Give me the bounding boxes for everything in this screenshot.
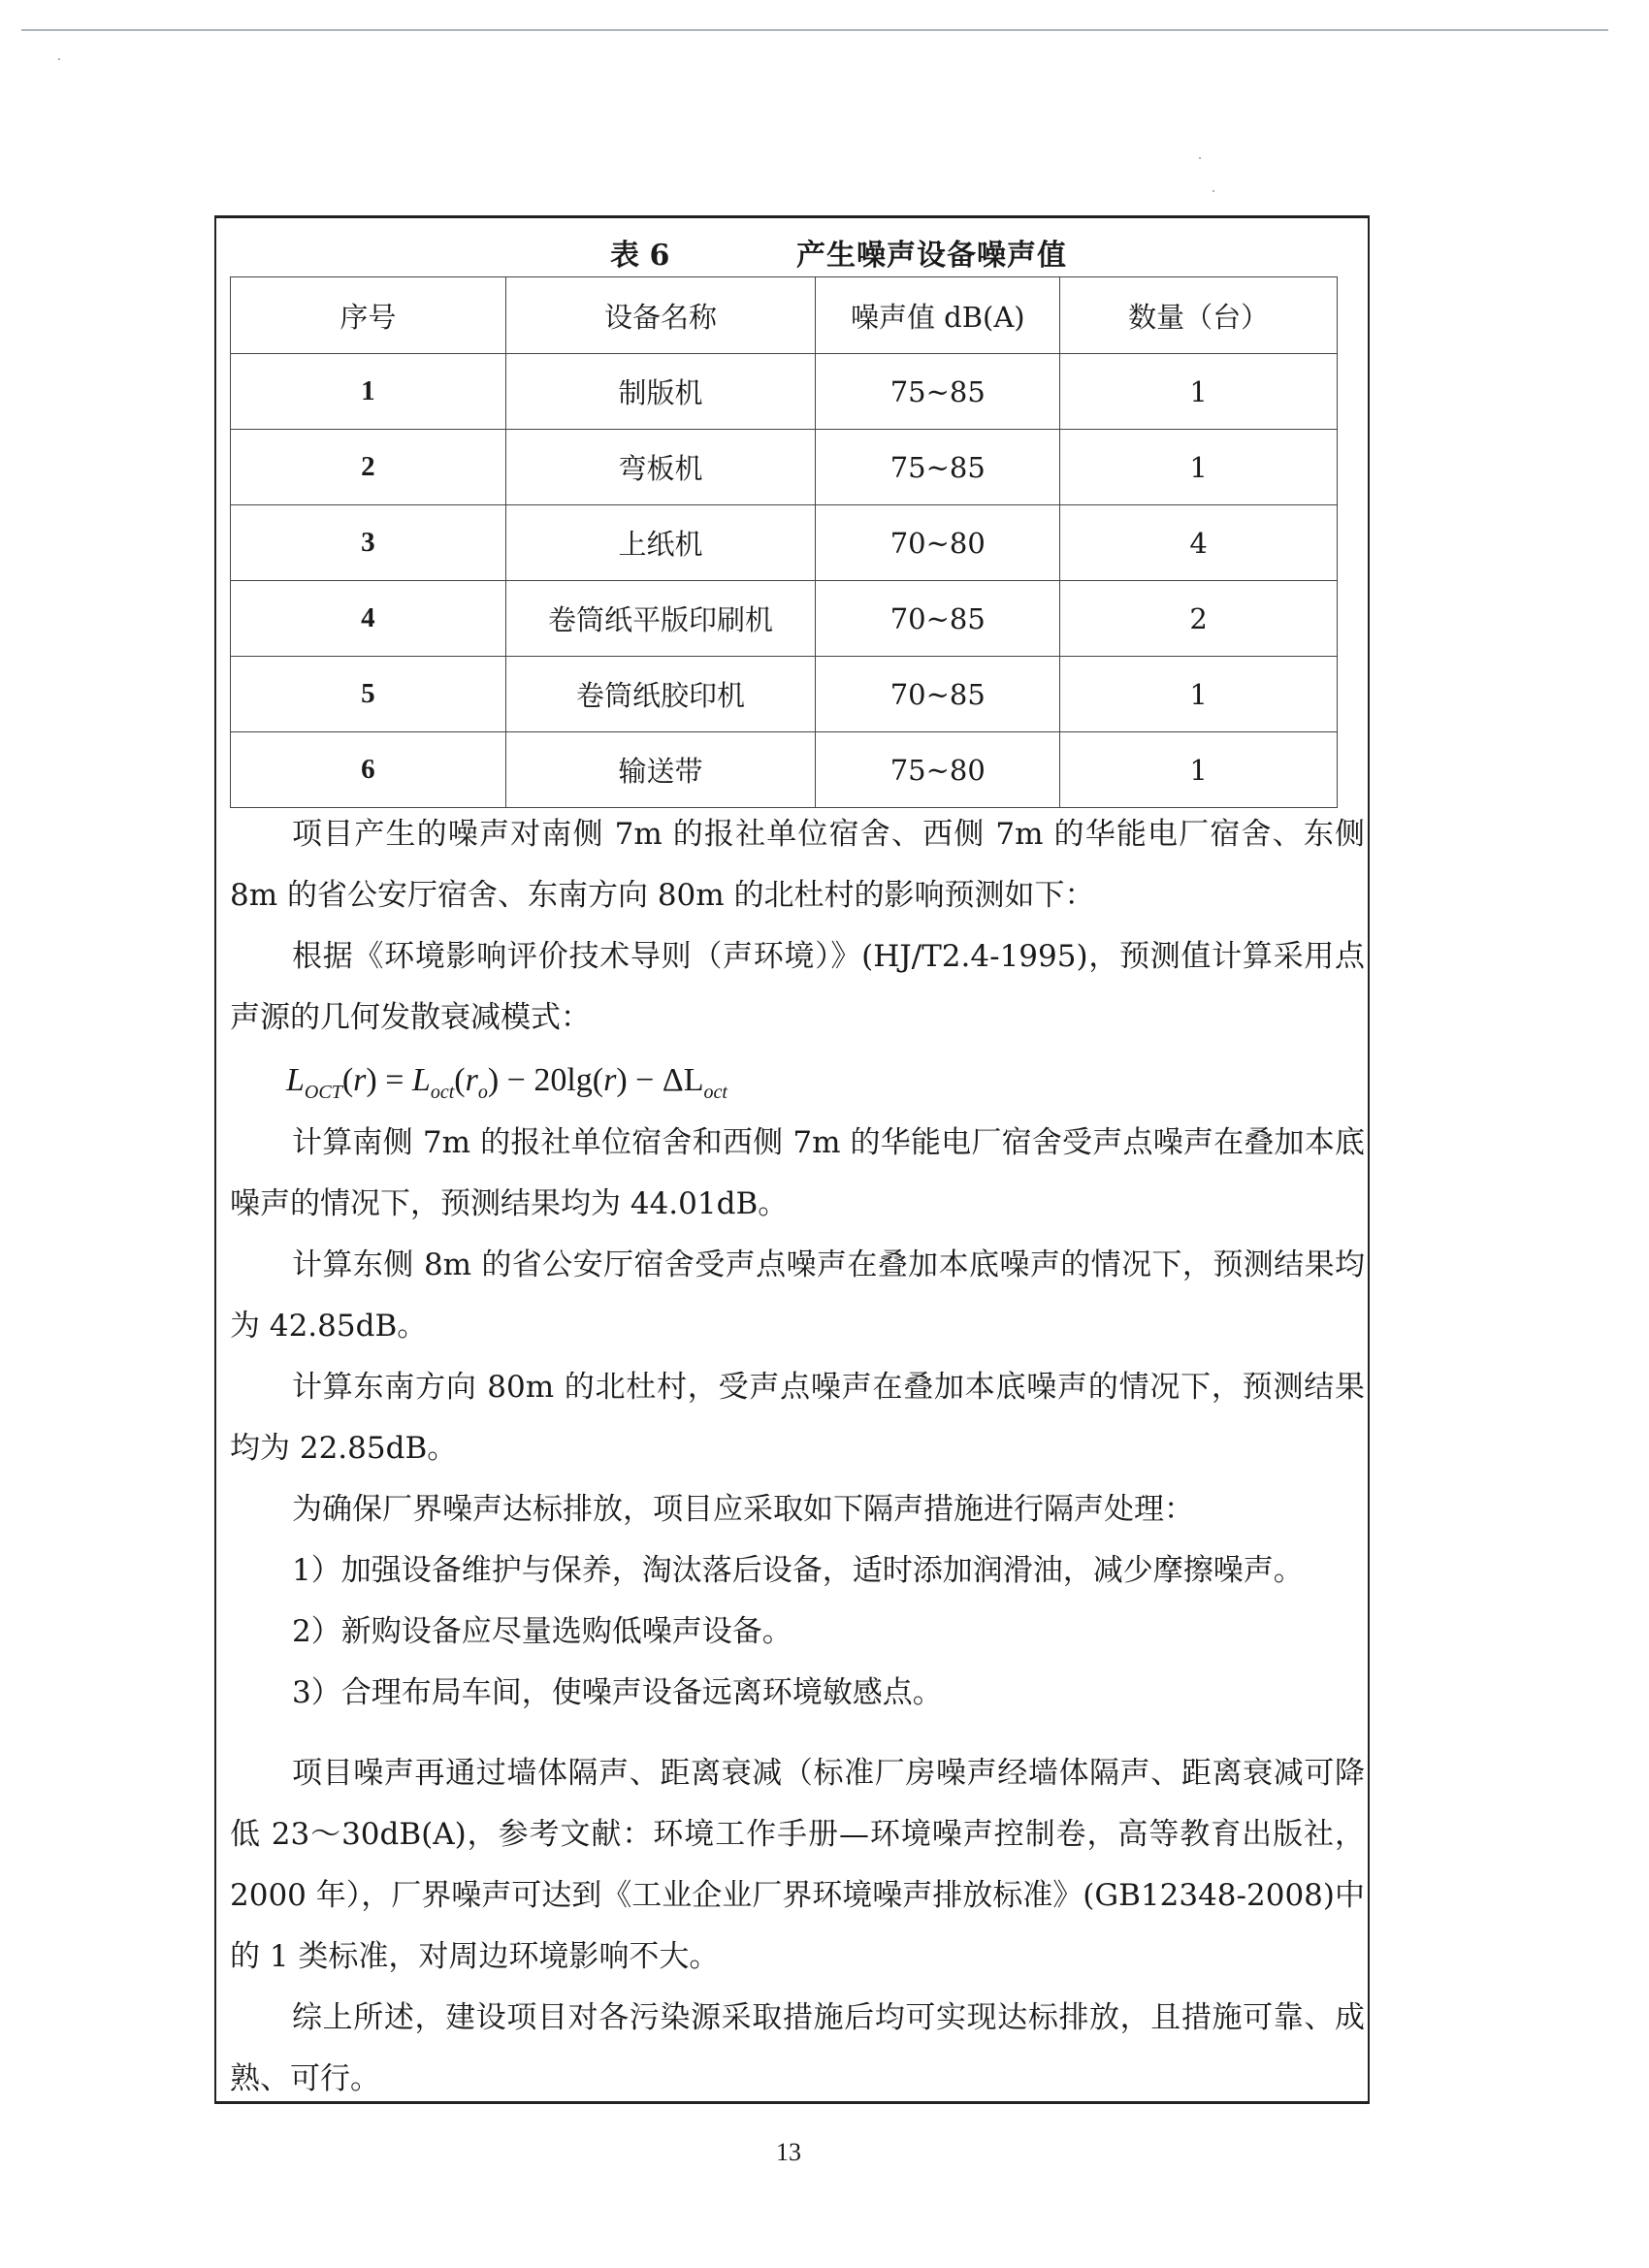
formula-subscript: OCT bbox=[304, 1081, 342, 1103]
cell-noise-value: 70~85 bbox=[816, 657, 1060, 732]
cell-quantity: 2 bbox=[1060, 581, 1338, 657]
attenuation-formula: $L_{OCT}(r) = L_{oct}(r_o) - 20\lg(r) - \Delta L_{oct}$ bbox=[286, 1062, 728, 1103]
table-row bbox=[231, 581, 1338, 657]
header-equipment-name: 设备名称 bbox=[505, 277, 816, 354]
formula-symbol: L bbox=[286, 1062, 305, 1098]
cell-serial: 2 bbox=[231, 430, 506, 505]
formula-symbol: r bbox=[465, 1062, 478, 1098]
cell-noise-value: 70~85 bbox=[816, 581, 1060, 657]
cell-serial: 6 bbox=[231, 732, 506, 808]
formula-subscript: oct bbox=[430, 1081, 455, 1103]
cell-equipment-name: 卷筒纸平版印刷机 bbox=[505, 581, 816, 657]
paragraph-result-southeast: 计算东南方向 80m 的北杜村，受声点噪声在叠加本底噪声的情况下，预测结果均为 22.85dB。 bbox=[230, 1370, 1365, 1466]
cell-equipment-name: 输送带 bbox=[505, 732, 816, 808]
paragraph-gap bbox=[230, 1724, 1365, 1743]
body-text-upper bbox=[230, 804, 1365, 2110]
formula-subscript: oct bbox=[703, 1081, 728, 1103]
scan-edge-line bbox=[21, 29, 1608, 31]
cell-noise-value: 75~85 bbox=[816, 430, 1060, 505]
paragraph-isolation: 项目噪声再通过墙体隔声、距离衰减（标准厂房噪声经墙体隔声、距离衰减可降低 23～30dB(A)，参考文献：环境工作手册—环境噪声控制卷，高等教育出版社，2000 年），厂界噪声可达到《工业企业厂界环境噪声排放标准》(GB12348-2008)中的 1 类标准，对周边环境影响不大。 bbox=[230, 1756, 1365, 1974]
cell-noise-value: 75~85 bbox=[816, 354, 1060, 430]
table-row bbox=[231, 354, 1338, 430]
noise-equipment-table bbox=[230, 276, 1338, 808]
cell-quantity: 1 bbox=[1060, 354, 1338, 430]
paragraph-result-east: 计算东侧 8m 的省公安厅宿舍受声点噪声在叠加本底噪声的情况下，预测结果均为 42.85dB。 bbox=[230, 1247, 1365, 1344]
cell-serial: 5 bbox=[231, 657, 506, 732]
header-noise-value: 噪声值 dB(A) bbox=[816, 277, 1060, 354]
list-item: 2）新购设备应尽量选购低噪声设备。 bbox=[292, 1614, 792, 1649]
table-caption-title: 产生噪声设备噪声值 bbox=[796, 239, 1067, 273]
cell-equipment-name: 卷筒纸胶印机 bbox=[505, 657, 816, 732]
cell-serial: 3 bbox=[231, 505, 506, 581]
cell-noise-value: 70~80 bbox=[816, 505, 1060, 581]
scan-speck bbox=[1212, 190, 1214, 192]
header-serial: 序号 bbox=[231, 277, 506, 354]
table-header-row bbox=[231, 277, 1338, 354]
table-row bbox=[231, 505, 1338, 581]
formula-subscript: o bbox=[477, 1081, 488, 1103]
formula-symbol: L bbox=[411, 1062, 431, 1098]
header-quantity: 数量（台） bbox=[1060, 277, 1338, 354]
cell-quantity: 1 bbox=[1060, 657, 1338, 732]
table-caption-number: 表 6 bbox=[610, 239, 670, 273]
cell-noise-value: 75~80 bbox=[816, 732, 1060, 808]
paragraph-impact-intro: 项目产生的噪声对南侧 7m 的报社单位宿舍、西侧 7m 的华能电厂宿舍、东侧 8m 的省公安厅宿舍、东南方向 80m 的北杜村的影响预测如下： bbox=[230, 817, 1365, 913]
paragraph-measures-intro: 为确保厂界噪声达标排放，项目应采取如下隔声措施进行隔声处理： bbox=[292, 1492, 1194, 1527]
cell-quantity: 1 bbox=[1060, 732, 1338, 808]
list-item: 3）合理布局车间，使噪声设备远离环境敏感点。 bbox=[292, 1675, 943, 1710]
paragraph-result-south-west: 计算南侧 7m 的报社单位宿舍和西侧 7m 的华能电厂宿舍受声点噪声在叠加本底噪声的情况下，预测结果均为 44.01dB。 bbox=[230, 1125, 1365, 1221]
scan-speck bbox=[58, 58, 60, 60]
cell-quantity: 4 bbox=[1060, 505, 1338, 581]
paragraph-conclusion: 综上所述，建设项目对各污染源采取措施后均可实现达标排放，且措施可靠、成熟、可行。 bbox=[230, 2000, 1365, 2096]
page-number: 13 bbox=[776, 2138, 801, 2166]
cell-serial: 1 bbox=[231, 354, 506, 430]
formula-symbol: r bbox=[603, 1062, 617, 1098]
table-row bbox=[231, 430, 1338, 505]
cell-equipment-name: 弯板机 bbox=[505, 430, 816, 505]
formula-symbol: r bbox=[353, 1062, 367, 1098]
table-row bbox=[231, 732, 1338, 808]
cell-equipment-name: 制版机 bbox=[505, 354, 816, 430]
scan-speck bbox=[1199, 157, 1201, 159]
table-row bbox=[231, 657, 1338, 732]
list-item: 1）加强设备维护与保养，淘汰落后设备，适时添加润滑油，减少摩擦噪声。 bbox=[292, 1553, 1304, 1588]
cell-serial: 4 bbox=[231, 581, 506, 657]
formula-operator: − ΔL bbox=[635, 1062, 704, 1098]
formula-operator: − 20lg( bbox=[506, 1062, 604, 1098]
formula-operator: = bbox=[385, 1062, 404, 1098]
cell-equipment-name: 上纸机 bbox=[505, 505, 816, 581]
cell-quantity: 1 bbox=[1060, 430, 1338, 505]
paragraph-method: 根据《环境影响评价技术导则（声环境）》(HJ/T2.4-1995)，预测值计算采用点声源的几何发散衰减模式： bbox=[230, 939, 1365, 1035]
